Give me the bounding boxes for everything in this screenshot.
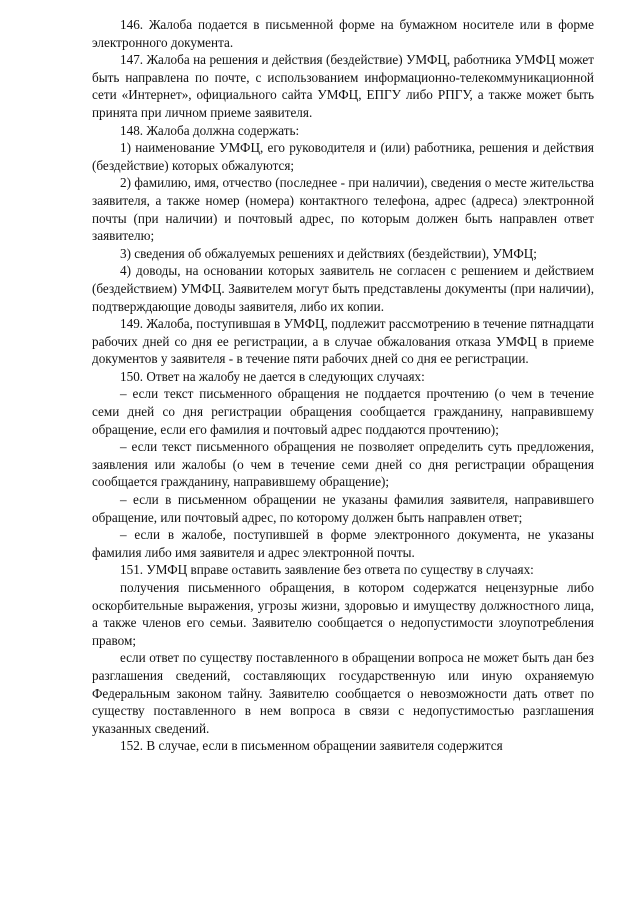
list-item-150-1: – если текст письменного обращения не поддается прочтению (о чем в течение семи дней со дня регистрации обращения сообщается гражданину, направившему обращение, если его фамилия и почтовый адрес поддаются прочтению); [92, 386, 594, 437]
paragraph-150: 150. Ответ на жалобу не дается в следующих случаях: [120, 368, 425, 384]
list-item-150-4: – если в жалобе, поступившей в форме электронного документа, не указаны фамилия либо имя заявителя и адрес электронной почты. [92, 527, 594, 560]
list-item-151-2: если ответ по существу поставленного в обращении вопроса не может быть дан без разглашения сведений, составляющих государственную или иную охраняемую Федеральным законом тайну. Заявителю сообщается о невозможности дать ответ по существу поставленного в нем вопроса в связи с недопустимостью разглашения указанных сведений. [92, 650, 594, 736]
paragraph-149: 149. Жалоба, поступившая в УМФЦ, подлежит рассмотрению в течение пятнадцати рабочих дней со дня ее регистрации, а в случае обжалования отказа УМФЦ в приеме документов у заявителя - в течение пяти рабочих дней со дня ее регистрации. [92, 316, 594, 367]
paragraph-151: 151. УМФЦ вправе оставить заявление без ответа по существу в случаях: [120, 562, 534, 578]
list-item-150-3: – если в письменном обращении не указаны фамилия заявителя, направившего обращение, или почтовый адрес, по которому должен быть направлен ответ; [92, 492, 594, 525]
list-item-148-2: 2) фамилию, имя, отчество (последнее - при наличии), сведения о месте жительства заявителя, а также номер (номера) контактного телефона, адрес (адреса) электронной почты (при наличии) и почтовый адрес, по которым должен быть направлен ответ заявителю; [92, 175, 594, 244]
list-item-151-1: получения письменного обращения, в котором содержатся нецензурные либо оскорбительные выражения, угрозы жизни, здоровью и имуществу должностного лица, а также членов его семьи. Заявителю сообщается о недопустимости злоупотребления правом; [92, 580, 594, 648]
paragraph-148: 148. Жалоба должна содержать: [120, 122, 300, 138]
list-item-148-3: 3) сведения об обжалуемых решениях и действиях (бездействии), УМФЦ; [120, 245, 537, 261]
list-item-150-2: – если текст письменного обращения не позволяет определить суть предложения, заявления или жалобы (о чем в течение семи дней со дня регистрации обращения сообщается гражданину, направившему обращение); [92, 439, 594, 490]
paragraph-147: 147. Жалоба на решения и действия (бездействие) УМФЦ, работника УМФЦ может быть направлена по почте, с использованием информационно-телекоммуникационной сети «Интернет», официального сайта УМФЦ, ЕПГУ либо РПГУ, а также может быть принята при личном приеме заявителя. [92, 52, 594, 120]
paragraph-152: 152. В случае, если в письменном обращении заявителя содержится [120, 738, 503, 754]
paragraph-146: 146. Жалоба подается в письменной форме на бумажном носителе или в форме электронного документа. [92, 17, 594, 50]
list-item-148-4: 4) доводы, на основании которых заявитель не согласен с решением и действием (бездействием) УМФЦ. Заявителем могут быть представлены документы (при наличии), подтверждающие доводы заявителя, либо их копии. [92, 263, 594, 314]
list-item-148-1: 1) наименование УМФЦ, его руководителя и (или) работника, решения и действия (бездействие) которых обжалуются; [92, 140, 594, 173]
